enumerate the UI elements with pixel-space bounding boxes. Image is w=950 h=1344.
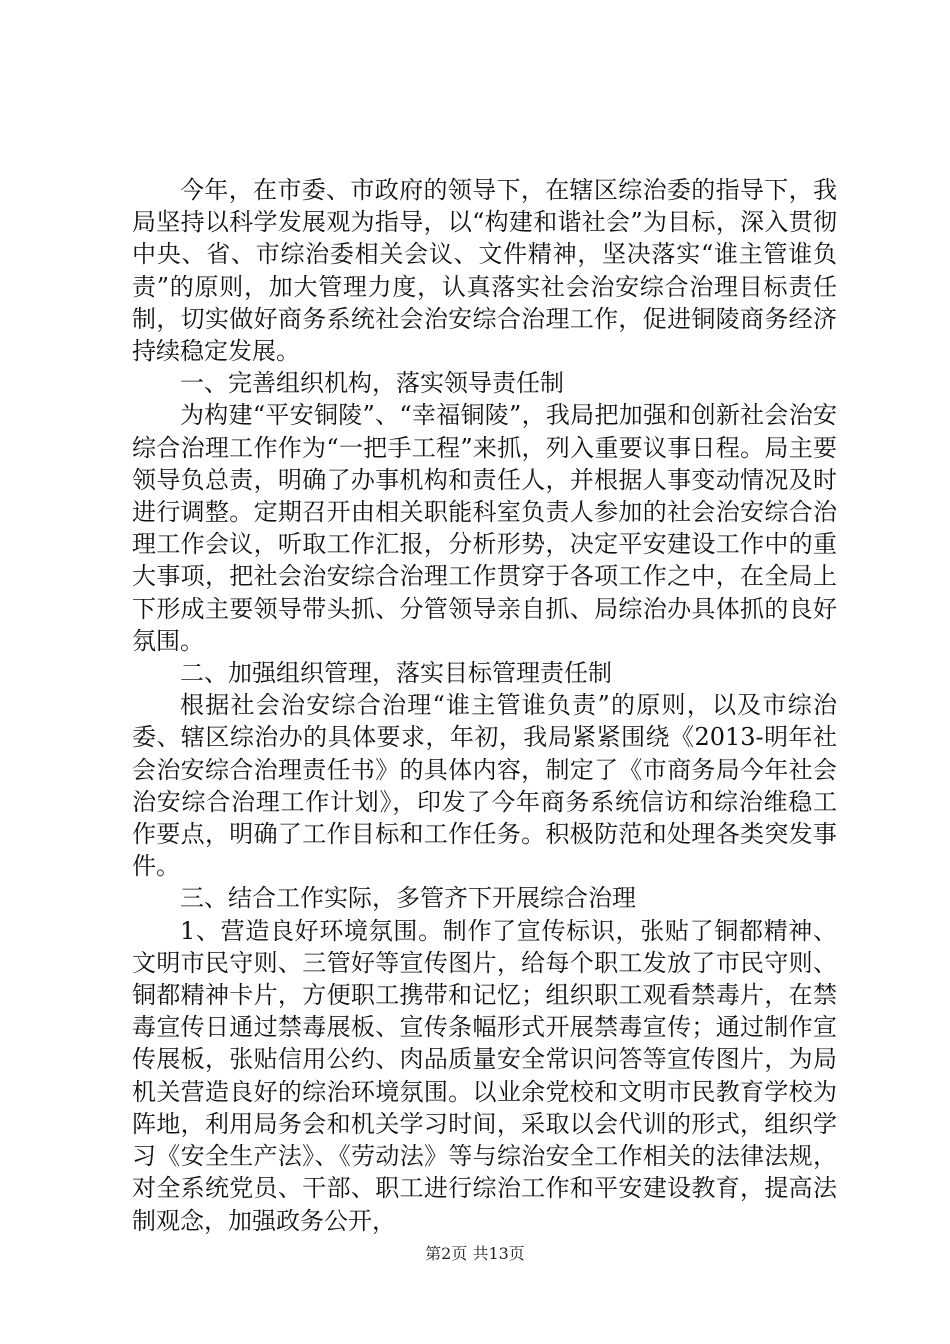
section-3-paragraph: 1、营造良好环境氛围。制作了宣传标识，张贴了铜都精神、文明市民守则、三管好等宣传图片，给每个职工发放了市民守则、铜都精神卡片，方便职工携带和记忆；组织职工观看禁毒片，在禁毒宣传日通过禁毒展板、宣传条幅形式开展禁毒宣传；通过制作宣传展板，张贴信用公约、肉品质量安全常识问答等宣传图片，为局机关营造良好的综治环境氛围。以业余党校和文明市民教育学校为阵地，利用局务会和机关学习时间，采取以会代训的形式，组织学习《安全生产法》、《劳动法》等与综治安全工作相关的法律法规，对全系统党员、干部、职工进行综治工作和平安建设教育，提高法制观念，加强政务公开，	[132, 916, 837, 1235]
section-heading-2: 二、加强组织管理，落实目标管理责任制	[180, 659, 612, 688]
intro-paragraph: 今年，在市委、市政府的领导下，在辖区综治委的指导下，我局坚持以科学发展观为指导，以“构建和谐社会”为目标，深入贯彻中央、省、市综治委相关会议、文件精神，坚决落实“谁主管谁负责”的原则，加大管理力度，认真落实社会治安综合治理目标责任制，切实做好商务系统社会治安综合治理工作，促进铜陵商务经济持续稳定发展。	[132, 176, 837, 366]
section-2-paragraph: 根据社会治安综合治理“谁主管谁负责”的原则，以及市综治委、辖区综治办的具体要求，年初，我局紧紧围绕《2013-明年社会治安综合治理责任书》的具体内容，制定了《市商务局今年社会治安综合治理工作计划》，印发了今年商务系统信访和综治维稳工作要点，明确了工作目标和工作任务。积极防范和处理各类突发事件。	[132, 691, 837, 881]
document-body	[132, 174, 837, 1237]
section-heading-3: 三、结合工作实际，多管齐下开展综合治理	[180, 884, 636, 913]
page-footer	[0, 1244, 950, 1264]
section-1-paragraph: 为构建“平安铜陵”、“幸福铜陵”，我局把加强和创新社会治安综合治理工作作为“一把手工程”来抓，列入重要议事日程。局主要领导负总责，明确了办事机构和责任人，并根据人事变动情况及时进行调整。定期召开由相关职能科室负责人参加的社会治安综合治理工作会议，听取工作汇报，分析形势，决定平安建设工作中的重大事项，把社会治安综合治理工作贯穿于各项工作之中，在全局上下形成主要领导带头抓、分管领导亲自抓、局综治办具体抓的良好氛围。	[132, 401, 837, 655]
section-heading-1: 一、完善组织机构，落实领导责任制	[180, 369, 564, 398]
page-number-label: 第2页 共13页	[425, 1244, 525, 1263]
